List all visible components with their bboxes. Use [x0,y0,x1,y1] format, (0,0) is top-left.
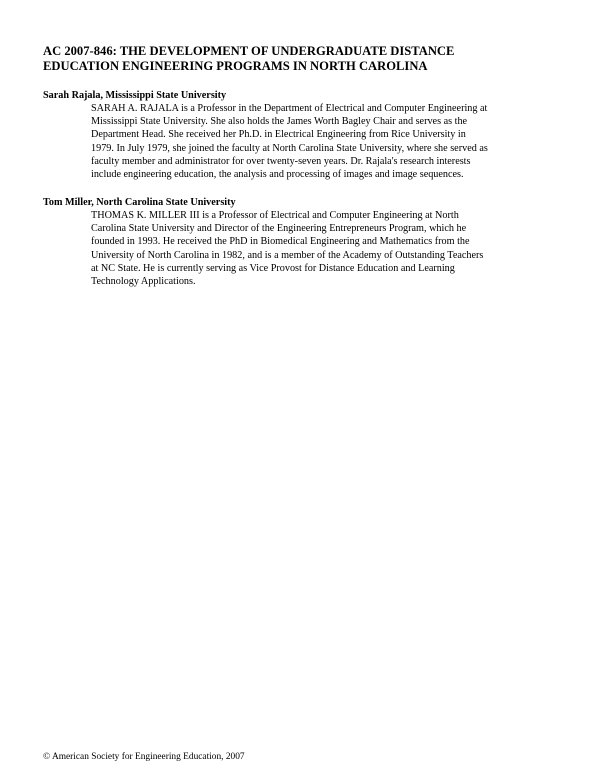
bio-line: Mississippi State University. She also holds the James Worth Bagley Chair and serves as the [91,116,468,128]
bio-line: at NC State. He is currently serving as Vice Provost for Distance Education and Learning [91,262,455,274]
bio-line: University of North Carolina in 1982, and is a member of the Academy of Outstanding Teachers [91,249,484,261]
bio-line: SARAH A. RAJALA is a Professor in the Department of Electrical and Computer Engineering at [91,103,488,114]
bio-line: Carolina State University and Director of the Engineering Entrepreneurs Program, which he [91,223,467,235]
bio-line: Department Head. She received her Ph.D. in Electrical Engineering from Rice University in [91,129,466,141]
bio-line: Technology Applications. [91,276,196,288]
copyright-footer: © American Society for Engineering Education, 2007 [43,752,245,762]
paper-title-line-2: EDUCATION ENGINEERING PROGRAMS IN NORTH CAROLINA [43,59,428,73]
bio-line: include engineering education, the analysis and processing of images and image sequences. [91,169,464,181]
author-bio [91,102,563,181]
paper-title [43,44,563,74]
author-block-rajala [43,90,563,181]
author-bio [91,209,563,288]
author-block-miller [43,197,563,288]
paper-title-line-1: AC 2007-846: THE DEVELOPMENT OF UNDERGRADUATE DISTANCE [43,44,455,58]
bio-line: 1979. In July 1979, she joined the faculty at North Carolina State University, where she served as [91,142,488,154]
bio-line: founded in 1993. He received the PhD in Biomedical Engineering and Mathematics from the [91,236,470,248]
author-name: Tom Miller, North Carolina State University [43,197,236,208]
bio-line: faculty member and administrator for over twenty-seven years. Dr. Rajala's research interests [91,155,471,167]
bio-line: THOMAS K. MILLER III is a Professor of Electrical and Computer Engineering at North [91,210,459,221]
author-name: Sarah Rajala, Mississippi State University [43,90,227,101]
